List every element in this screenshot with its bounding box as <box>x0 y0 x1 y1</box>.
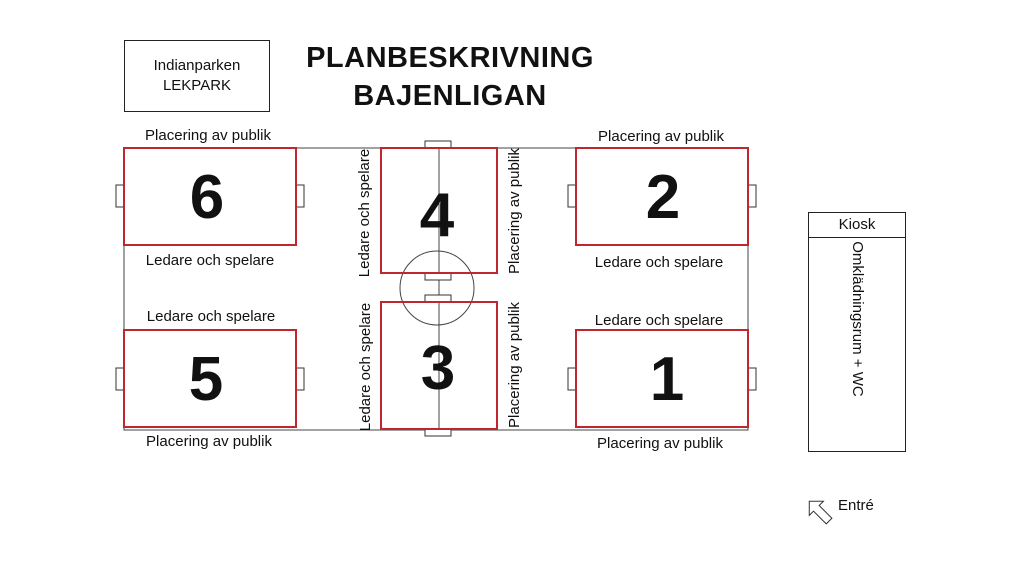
field-number-5: 5 <box>188 345 224 414</box>
goal-2-right <box>748 185 756 207</box>
kiosk-building <box>808 212 906 452</box>
staff-label-6: Ledare och spelare <box>145 252 275 269</box>
audience-label-5: Placering av publik <box>146 433 272 450</box>
goal-5-left <box>116 368 124 390</box>
staff-label-5: Ledare och spelare <box>146 308 276 325</box>
goal-1-left <box>568 368 576 390</box>
staff-label-1: Ledare och spelare <box>594 312 724 329</box>
center-circle <box>400 251 474 325</box>
goal-2-left <box>568 185 576 207</box>
audience-label-1: Placering av publik <box>597 435 723 452</box>
title-line1: PLANBESKRIVNING <box>306 42 594 74</box>
audience-label-6: Placering av publik <box>145 127 271 144</box>
field-number-3: 3 <box>420 334 456 403</box>
kiosk-title: Kiosk <box>809 213 905 238</box>
audience-vlabel-3: Placering av publik <box>506 302 523 428</box>
field-number-6: 6 <box>189 163 225 232</box>
goal-5-right <box>296 368 304 390</box>
staff-vlabel-3: Ledare och spelare <box>357 302 374 432</box>
goal-4-top <box>425 141 451 148</box>
audience-vlabel-4: Placering av publik <box>506 148 523 274</box>
entrance-arrow-icon <box>802 494 836 528</box>
entrance-label: Entré <box>838 497 874 514</box>
staff-label-2: Ledare och spelare <box>594 254 724 271</box>
changing-room-label: Omklädningsrum + WC <box>849 241 866 397</box>
field-number-2: 2 <box>645 163 681 232</box>
goal-4-bottom <box>425 273 451 280</box>
audience-label-2: Placering av publik <box>598 128 724 145</box>
staff-vlabel-4: Ledare och spelare <box>356 148 373 278</box>
goal-6-left <box>116 185 124 207</box>
goal-6-right <box>296 185 304 207</box>
field-number-4: 4 <box>419 181 455 250</box>
field-number-1: 1 <box>649 345 685 414</box>
goal-3-top <box>425 295 451 302</box>
goal-3-bottom <box>425 429 451 436</box>
goal-1-right <box>748 368 756 390</box>
park-name: Indianparken <box>153 57 241 74</box>
park-sub: LEKPARK <box>162 77 232 94</box>
title-line2: BAJENLIGAN <box>353 80 547 112</box>
